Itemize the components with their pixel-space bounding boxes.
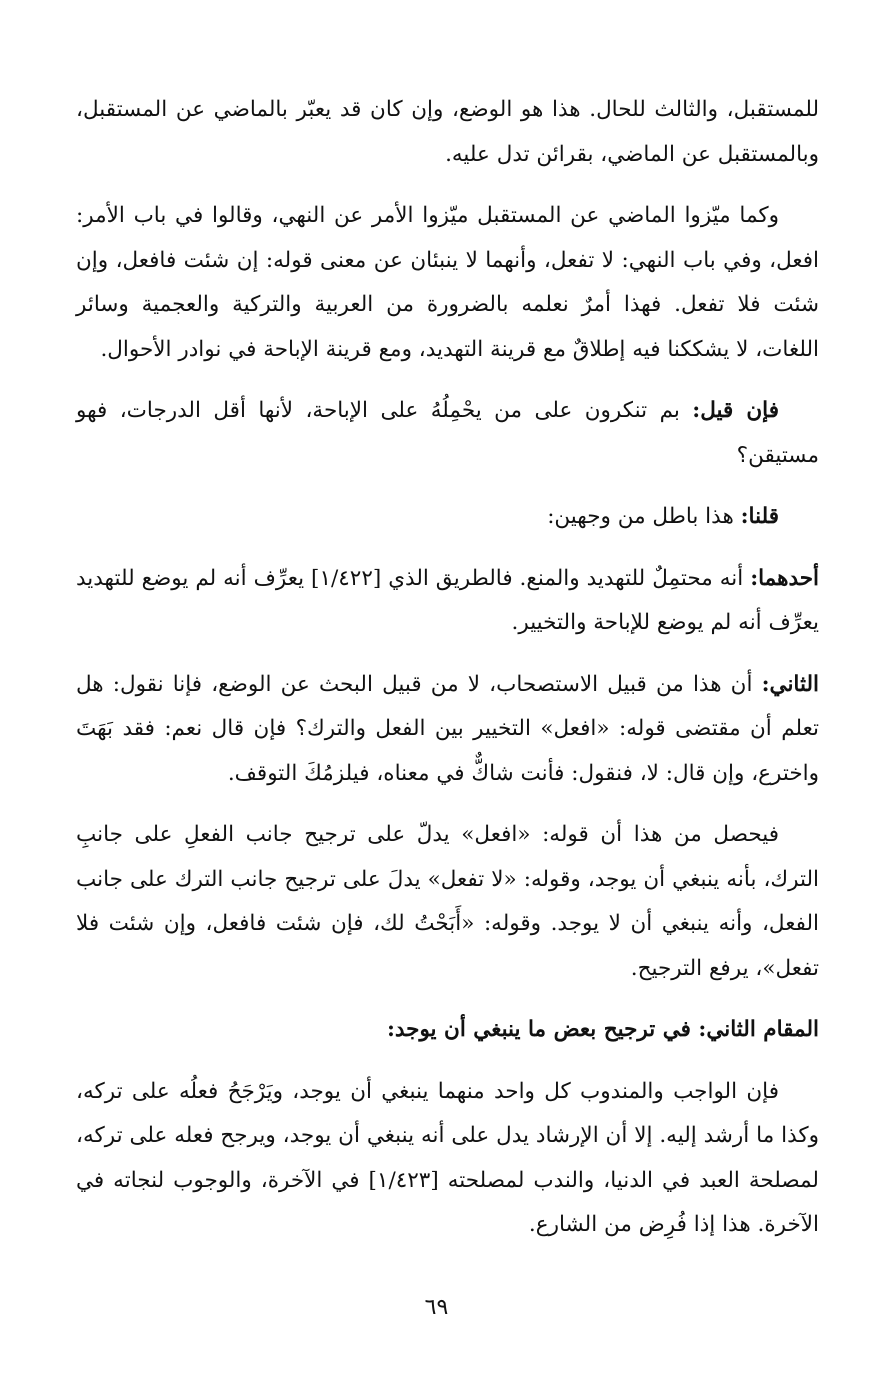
paragraph-7: [76, 813, 819, 991]
section-heading-text: المقام الثاني: في ترجيح بعض ما ينبغي أن يوجد:: [386, 1017, 819, 1042]
paragraph-1: [76, 88, 819, 177]
paragraph-9: [76, 1070, 819, 1248]
paragraph-text: للمستقبل، والثالث للحال. هذا هو الوضع، وإن كان قد يعبّر بالماضي عن المستقبل، وبالمستقبل عن الماضي، بقرائن تدل عليه.: [76, 97, 819, 167]
paragraph-3: [76, 389, 819, 478]
body-text: [76, 88, 819, 1265]
paragraph-2: [76, 194, 819, 372]
paragraph-text: أن هذا من قبيل الاستصحاب، لا من قبيل البحث عن الوضع، فإنا نقول: هل تعلم أن مقتضى قوله: «افعل» التخيير بين الفعل والترك؟ فإن قال نعم: فقد بَهَتَ واخترع، وإن قال: لا، فنقول: فأنت شاكٌّ في معناه، فيلزمُكَ التوقف.: [76, 671, 819, 786]
paragraph-lead: قلنا:: [740, 504, 779, 529]
paragraph-text: أنه محتمِلٌ للتهديد والمنع. فالطريق الذي [١/٤٢٢] يعرِّف أنه لم يوضع للتهديد يعرِّف أنه لم يوضع للإباحة والتخيير.: [76, 565, 819, 635]
section-heading: [76, 1008, 819, 1053]
paragraph-4: [76, 495, 819, 540]
paragraph-text: بم تنكرون على من يحْمِلُهُ على الإباحة، لأنها أقل الدرجات، فهو مستيقن؟: [76, 398, 819, 468]
paragraph-5: [76, 557, 819, 646]
paragraph-text: وكما ميّزوا الماضي عن المستقبل ميّزوا الأمر عن النهي، وقالوا في باب الأمر: افعل، وفي باب النهي: لا تفعل، وأنهما لا ينبئان عن معنى قوله: إن شئت فافعل، وإن شئت فلا تفعل. فهذا أمرٌ نعلمه بالضرورة من العربية والتركية والعجمية وسائر اللغات، لا يشككنا فيه إطلاقٌ مع قرينة التهديد، ومع قرينة الإباحة في نوادر الأحوال.: [76, 203, 819, 362]
page-number: ٦٩: [424, 1295, 449, 1320]
paragraph-6: [76, 663, 819, 797]
paragraph-lead: الثاني:: [761, 671, 819, 697]
paragraph-lead: فإن قيل:: [692, 398, 779, 423]
paragraph-text: هذا باطل من وجهين:: [547, 504, 741, 529]
paragraph-text: فيحصل من هذا أن قوله: «افعل» يدلّ على ترجيح جانب الفعلِ على جانبِ الترك، بأنه ينبغي أن يوجد، وقوله: «لا تفعل» يدلَ على ترجيح جانب الترك على جانب الفعل، وأنه ينبغي أن لا يوجد. وقوله: «أَبَحْتُ لك، فإن شئت فافعل، وإن شئت فلا تفعل»، يرفع الترجيح.: [76, 822, 819, 981]
paragraph-lead: أحدهما:: [750, 565, 819, 591]
paragraph-text: فإن الواجب والمندوب كل واحد منهما ينبغي أن يوجد، ويَرْجَحُ فعلُه على تركه، وكذا ما أرشد إليه. إلا أن الإرشاد يدل على أنه ينبغي أن يوجد، ويرجح فعله على تركه، لمصلحة العبد في الدنيا، والندب لمصلحته [١/٤٢٣] في الآخرة، والوجوب لنجاته في الآخرة. هذا إذا فُرِض من الشارع.: [76, 1078, 819, 1237]
